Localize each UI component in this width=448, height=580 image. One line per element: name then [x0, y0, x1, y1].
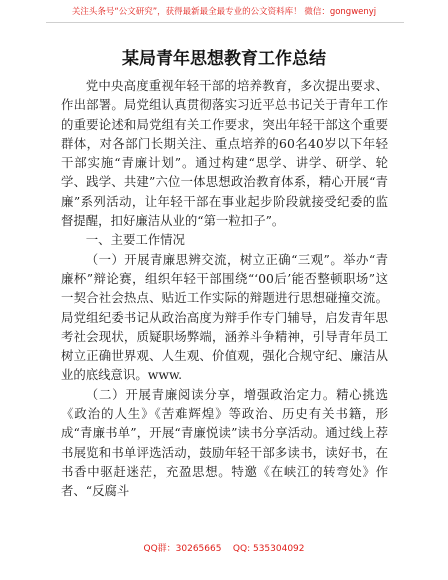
document-title: 某局青年思想教育工作总结	[122, 49, 326, 69]
intro-paragraph: 党中央高度重视年轻干部的培养教育，多次提出要求、作出部署。局党组认真贯彻落实习近平总书记关于青年工作的重要论述和局党组有关工作要求，突出年轻干部这个重要群体，对各部门长期关注、重点培养的60名40岁以下年轻干部实施“青廉计划”。通过构建“思学、讲学、研学、轮学、践学、共建”六位一体思想政治教育体系，精心开展“青廉”系列活动，让年轻干部在事业起步阶段就接受纪委的监督提醒，扣好廉洁从业的“第一粒扣子”。	[61, 78, 388, 229]
document-body	[61, 76, 388, 501]
footer-contact: QQ群：30265665 QQ: 535304092	[143, 544, 305, 554]
body-paragraph: （二）开展青廉阅读分享，增强政治定力。精心挑选《政治的人生》《苦难辉煌》等政治、历史有关书籍，形成“青廉书单”，开展“青廉悦读”读书分享活动。通过线上荐书展览和书单评选活动，鼓励年轻干部多读书，读好书，在书香中驱赶迷茫，充盈思想。特邀《在峡江的转弯处》作者、“反腐斗	[61, 386, 388, 499]
section-heading: 一、主要工作情况	[85, 232, 185, 248]
body-paragraph: （一）开展青廉思辨交流，树立正确“三观”。举办“青廉杯”辩论赛，组织年轻干部围绕“‘00后’能否整顿职场”这一契合社会热点、贴近工作实际的辩题进行思想碰撞交流。局党组纪委书记从政治高度为辩手作专门辅导，启发青年思考社会现状，质疑职场弊端，涵养斗争精神，引导青年员工树立正确世界观、人生观、价值观，强化合规守纪、廉洁从业的底线意识。www.	[61, 251, 388, 383]
header-banner: 关注头条号“公文研究”，获得最新最全最专业的公文资料库！ 微信：gongwenyj	[71, 7, 377, 17]
header-divider	[46, 22, 404, 23]
